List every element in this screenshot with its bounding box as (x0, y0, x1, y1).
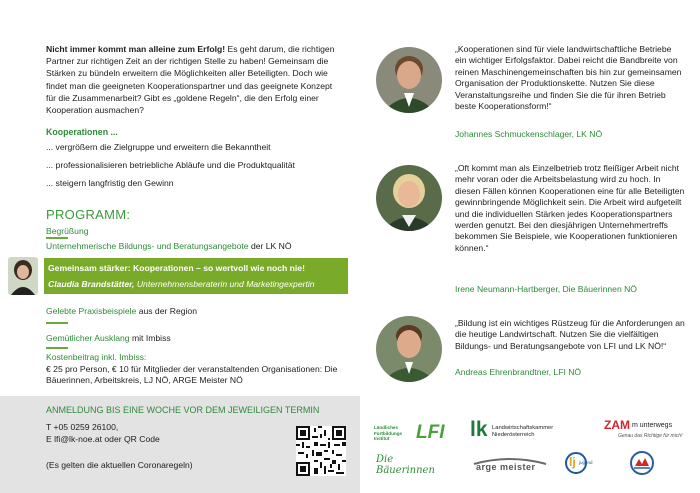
arge-meister-text: arge meister (476, 462, 536, 472)
baeuerinnen-logo-text: Die Bäuerinnen (376, 454, 435, 476)
registration-note: (Es gelten die aktuellen Coronaregeln) (46, 460, 193, 470)
lk-logo-text: Landwirtschaftskammer Niederösterreich (492, 425, 554, 438)
program-ending-green: Gemütlicher Ausklang (46, 333, 130, 343)
qr-code[interactable] (296, 426, 346, 476)
lj-logo (565, 452, 605, 474)
highlight-title: Gemeinsam stärker: Kooperationen – so wertvoll wie noch nie! (48, 263, 305, 273)
kooperationen-title: Kooperationen ... (46, 127, 118, 137)
registration-title: ANMELDUNG BIS EINE WOCHE VOR DEM JEWEILIGEN TERMIN (46, 405, 320, 415)
cost-text: € 25 pro Person, € 10 für Mitglieder der veranstaltenden Organisationen: Die Bäuerinnen, Arbeitskreis, LJ NÖ, ARGE Meister NÖ (46, 363, 338, 385)
zam-logo (604, 418, 696, 446)
highlight-box (44, 258, 348, 294)
intro-lead: Nicht immer kommt man alleine zum Erfolg! (46, 44, 226, 54)
lfi-logo-small: Ländliches Fortbildungs Institut (374, 425, 403, 442)
registration-email[interactable]: E lfi@lk-noe.at oder QR Code (46, 434, 160, 444)
quote-author: Andreas Ehrenbrandtner, LFI NÖ (455, 367, 582, 377)
kooperationen-item: ... steigern langfristig den Gewinn (46, 178, 174, 188)
program-examples-green: Gelebte Praxisbeispiele (46, 306, 137, 316)
kooperationen-item: ... vergrößern die Zielgruppe und erweitern die Bekanntheit (46, 142, 271, 152)
lfi-logo (374, 422, 452, 446)
zam-logo-text: ZAM (604, 418, 630, 432)
program-ending (46, 333, 171, 343)
lj-logo-small: jugend (579, 460, 593, 465)
program-ending-dark: mit Imbiss (131, 333, 171, 343)
kooperationen-item: ... professionalisieren betriebliche Abläufe und die Produktqualität (46, 160, 295, 170)
intro-text (46, 43, 344, 116)
program-divider (46, 322, 68, 324)
lk-logo (470, 420, 570, 446)
baeuerinnen-logo (374, 454, 454, 474)
zam-logo-tagline: Genau das Richtige für mich! (618, 433, 683, 439)
quote-text: „Kooperationen sind für viele landwirtschaftliche Betriebe ein wichtiger Erfolgsfaktor. Dabei reicht die Bandbreite von reinen Maschinengemeinschaften bis hin zur gemeinsamen Organisation der Produktionskette. Nutzen Sie diese Veranstaltungsreihe und finden Sie die für ihren Betrieb beste Kooperationsform!“ (455, 44, 682, 112)
registration-phone: T +05 0259 26100, (46, 422, 119, 432)
lfi-logo-text: LFI (416, 422, 445, 443)
program-examples (46, 306, 197, 316)
program-offer-green: Unternehmerische Bildungs- und Beratungsangebote (46, 241, 249, 251)
arge-meister-logo (470, 456, 550, 474)
right-column (360, 0, 700, 493)
lk-logo-mark: lk (470, 418, 488, 441)
program-welcome: Begrüßung (46, 226, 89, 236)
program-divider (46, 237, 68, 239)
highlight-role: Unternehmensberaterin und Marketingexpertin (136, 279, 315, 289)
highlight-speaker (48, 279, 315, 289)
quote-author: Irene Neumann-Hartberger, Die Bäuerinnen NÖ (455, 284, 637, 294)
quote-author: Johannes Schmuckenschlager, LK NÖ (455, 129, 603, 139)
intro-body: Es geht darum, die richtigen Partner zur richtigen Zeit an der richtigen Stelle zu haben! Gemeinsam die Stärken zu bündeln erweitern die Möglichkeiten aller Beteiligten. Doch wie findet man die geeigneten Kooperationspartner und das geeignete Konzept für die Zusammenarbeit? Gibt es „goldene Regeln“, die den Erfolg einer Kooperation ausmachen? (46, 44, 335, 116)
program-title: PROGRAMM: (46, 207, 131, 222)
registration-box (0, 396, 360, 493)
cost-label: Kostenbeitrag inkl. Imbiss: (46, 352, 147, 362)
cost-info (46, 352, 356, 387)
portrait-schmuckenschlager (376, 47, 442, 113)
quote-text: „Bildung ist ein wichtiges Rüstzeug für die Anforderungen an die heutige Landwirtschaft. Nutzen Sie die vielfältigen Bildungs- und Beratungsangebote von LFI und LK NÖ!“ (455, 318, 685, 351)
quote-text: „Oft kommt man als Einzelbetrieb trotz fleißiger Arbeit nicht mehr voran oder die Arbeitsbelastung wird zu hoch. In diesen Fällen können Kooperationen eine für alle Beteiligten gewinnbringende Möglichkeit sein. Die Arbeit wird aufgeteilt und die individuellen Stärken jedes Kooperationspartners werden genutzt. Bei den diesjährigen Unternehmertreffs bekommen Sie Beispiele, wie Kooperationen funktionieren können.“ (455, 163, 685, 253)
speaker-photo (8, 257, 38, 295)
program-divider (46, 347, 68, 349)
highlight-name: Claudia Brandstätter, (48, 279, 135, 289)
program-offer (46, 241, 292, 251)
arbeitskreis-logo (628, 450, 656, 476)
zam-logo-small: m unterwegs (632, 422, 673, 429)
partner-logos (360, 418, 700, 488)
portrait-neumann-hartberger (376, 165, 442, 231)
lj-logo-text: lj (569, 455, 576, 469)
program-offer-dark: der LK NÖ (250, 241, 292, 251)
program-examples-dark: aus der Region (138, 306, 197, 316)
portrait-ehrenbrandtner (376, 316, 442, 382)
